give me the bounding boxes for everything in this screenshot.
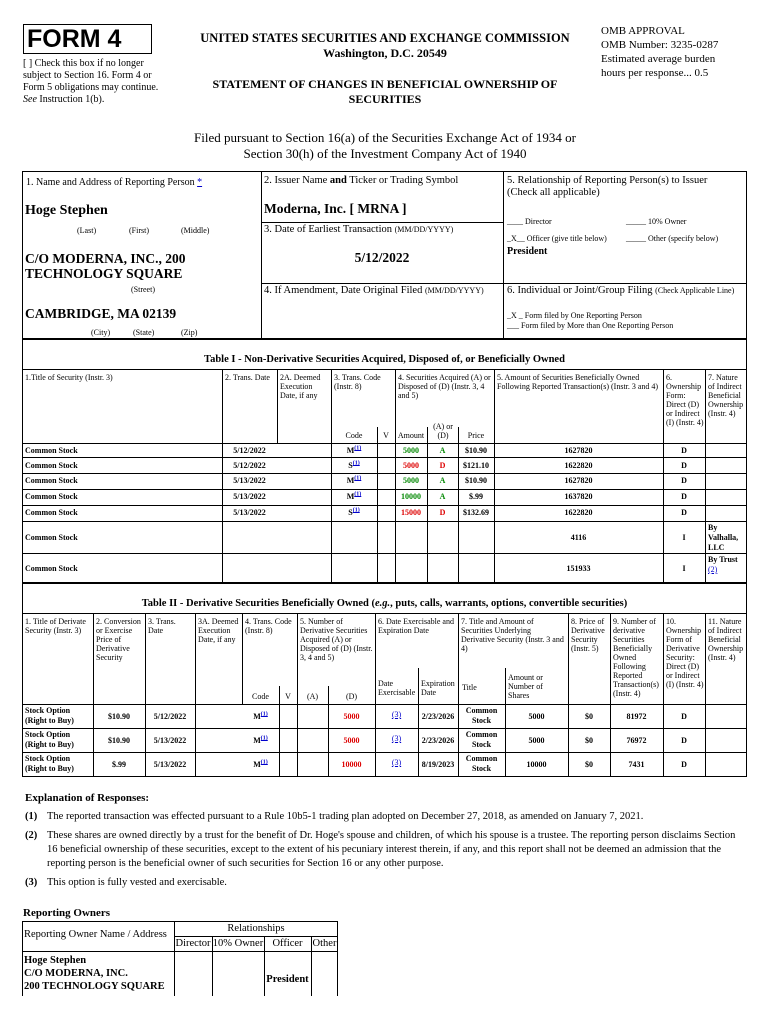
- t2-h10: 10. Ownership Form of Derivative Security: Direct (D) or Indirect (I) (Instr. 4): [666, 617, 704, 689]
- t2-row-exercisable[interactable]: (3): [391, 758, 402, 767]
- t1-row-owned: 1622820: [564, 461, 593, 470]
- t2-row-dprice: $0: [585, 736, 593, 745]
- t1-row-code: [331, 461, 377, 471]
- code-letter: M: [253, 760, 261, 769]
- city-line: CAMBRIDGE, MA 02139: [25, 306, 177, 321]
- footnote-link[interactable]: (1): [354, 491, 362, 498]
- code-letter: M: [253, 712, 261, 721]
- t2-row-d: 5000: [343, 712, 360, 721]
- t1-row-amount: 10000: [401, 492, 421, 501]
- state-label: (State): [133, 328, 155, 337]
- t1-row-price: $.99: [469, 492, 483, 501]
- t1-price: Price: [467, 431, 485, 440]
- t1-row-form: D: [681, 492, 687, 501]
- box4-label: 4. If Amendment, Date Original Filed (MM/DD/YYYY): [264, 285, 484, 296]
- t1-h7: 7. Nature of Indirect Beneficial Ownership (Instr. 4): [708, 373, 744, 418]
- t1-row-price: $10.90: [465, 476, 487, 485]
- no-longer-subject-note: [23, 58, 173, 106]
- box6-label: 6. Individual or Joint/Group Filing (Check Applicable Line): [507, 285, 735, 296]
- explanation-number: (2): [25, 830, 38, 841]
- owner-name-address: Hoge Stephen C/O MODERNA, INC. 200 TECHNOLOGY SQUARE: [24, 955, 165, 992]
- t2-row-code: [242, 736, 279, 746]
- t1-h3: 3. Trans. Code (Instr. 8): [334, 373, 381, 391]
- check-text: [ ] Check this box if no longer subject to Section 16. Form 4 or Form 5 obligations may continue.: [23, 58, 159, 93]
- t2-row-exercisable[interactable]: (3): [391, 734, 402, 743]
- t1-row-date: 5/13/2022: [233, 508, 266, 517]
- filed-line-2: Section 30(h) of the Investment Company Act of 1940: [243, 146, 527, 161]
- explanation-text: These shares are owned directly by a trust for the benefit of Dr. Hoge's spouse and children, of which his spouse is a trustee. The reporting person disclaims Section 16 beneficial ownership of these securities, except to the extent of his pecuniary interest therein, if any, and this report shall not be deemed an admission that the reporting person is the beneficial owner of such securities for Section 16 or any other purpose.: [47, 830, 736, 869]
- omb-title: OMB APPROVAL: [601, 25, 685, 37]
- t1-row-ad: D: [439, 508, 446, 517]
- t1-row-ad: D: [439, 461, 446, 470]
- t1-row-price: $121.10: [463, 461, 489, 470]
- omb-burden: Estimated average burden: [601, 53, 716, 65]
- t1-row-code: [331, 446, 377, 456]
- t2-d: (D): [345, 692, 358, 701]
- t1-row-owned: 1627820: [564, 446, 593, 455]
- table2-title: Table II - Derivative Securities Beneficially Owned (e.g., puts, calls, warrants, options, convertible securities): [141, 598, 628, 609]
- box1-label: 1. Name and Address of Reporting Person *: [26, 177, 203, 188]
- t2-row-form: D: [681, 736, 687, 745]
- t1-row-owned: 1627820: [564, 476, 593, 485]
- t1-row-ad: A: [439, 492, 446, 501]
- code-letter: M: [253, 736, 261, 745]
- t1-row-form: I: [682, 563, 686, 573]
- box3-label: 3. Date of Earliest Transaction (MM/DD/YYYY): [264, 224, 454, 235]
- t1-h2a: 2A. Deemed Execution Date, if any: [280, 373, 321, 400]
- code-letter: S: [348, 508, 353, 517]
- t2-h4: 4. Trans. Code (Instr. 8): [245, 617, 292, 635]
- code-letter: M: [346, 492, 355, 501]
- omb-number: OMB Number: 3235-0287: [601, 39, 719, 51]
- t2-row-title: Stock Option (Right to Buy): [25, 730, 74, 749]
- footnote-link[interactable]: (1): [260, 759, 268, 766]
- t1-h6: 6. Ownership Form: Direct (D) or Indirect (I) (Instr. 4): [666, 373, 704, 427]
- t1-h1: 1.Title of Security (Instr. 3): [25, 373, 113, 382]
- agency-name: UNITED STATES SECURITIES AND EXCHANGE COMMISSION: [200, 31, 570, 45]
- agency-city: Washington, D.C. 20549: [323, 46, 447, 60]
- box2-label: 2. Issuer Name and Ticker or Trading Symbol: [264, 175, 459, 186]
- officer-option: _X__ Officer (give title below): [507, 234, 607, 243]
- t1-row-form: D: [681, 446, 687, 455]
- footnote-link[interactable]: (1): [352, 507, 360, 514]
- t2-row-price: $10.90: [108, 736, 130, 745]
- t1-h2: 2. Trans. Date: [225, 373, 270, 382]
- more-persons-option: ___ Form filed by More than One Reporting Person: [507, 321, 674, 330]
- owners-heading: Reporting Owners: [23, 907, 111, 919]
- t2-row-exp: 2/23/2026: [421, 736, 455, 745]
- zip-label: (Zip): [181, 328, 198, 337]
- t2-row-d: 5000: [343, 736, 360, 745]
- code-letter: M: [346, 446, 355, 455]
- form-title: FORM 4: [27, 25, 122, 53]
- footnote-link[interactable]: (1): [260, 711, 268, 718]
- t1-row-ad: A: [439, 476, 446, 485]
- t2-row-price: $.99: [112, 760, 126, 769]
- t2-h11: 11. Nature of Indirect Beneficial Ownership (Instr. 4): [708, 617, 744, 662]
- t2-row-owned: 81972: [626, 712, 647, 721]
- t1-row-date: 5/12/2022: [233, 446, 266, 455]
- explanation-number: (1): [25, 811, 38, 822]
- t2-row-owned: 7431: [628, 760, 645, 769]
- t1-row-nature: [708, 555, 746, 575]
- t2-row-dprice: $0: [585, 760, 593, 769]
- t2-title: Title: [462, 683, 477, 692]
- explanation-text: The reported transaction was effected pursuant to a Rule 10b5-1 trading plan adopted on December 27, 2018, as amended on January 7, 2021.: [47, 811, 644, 822]
- ten-pct-option: _____ 10% Owner: [626, 217, 687, 226]
- code-letter: M: [346, 476, 355, 485]
- city-label: (City): [91, 328, 111, 337]
- t1-row-ad: A: [439, 446, 446, 455]
- statement-title: STATEMENT OF CHANGES IN BENEFICIAL OWNERSHIP OF SECURITIES: [212, 77, 558, 106]
- t2-amt: Amount or Number of Shares: [508, 673, 543, 700]
- officer-col: Officer: [272, 938, 303, 949]
- ten-owner-col: 10% Owner: [212, 938, 264, 949]
- t2-h3a: 3A. Deemed Execution Date, if any: [198, 617, 239, 644]
- first-label: (First): [129, 226, 149, 235]
- t2-row-code: [242, 760, 279, 770]
- t1-row-title: Common Stock: [25, 476, 78, 485]
- last-label: (Last): [77, 226, 97, 235]
- t1-row-date: 5/13/2022: [233, 492, 266, 501]
- t2-h2: 2. Conversion or Exercise Price of Derivative Security: [96, 617, 141, 662]
- t1-row-amount: 5000: [403, 446, 419, 455]
- explanation-text: This option is fully vested and exercisable.: [47, 877, 227, 888]
- t2-h9: 9. Number of derivative Securities Beneficially Owned Following Reported Transaction(s) (Instr. 4): [613, 617, 659, 698]
- t2-h8: 8. Price of Derivative Security (Instr. 5): [571, 617, 605, 653]
- t1-row-title: Common Stock: [25, 532, 78, 542]
- t2-row-date: 5/13/2022: [153, 760, 187, 769]
- t2-h3: 3. Trans. Date: [148, 617, 176, 635]
- footnote-link[interactable]: (1): [352, 460, 360, 467]
- filed-pursuant: [100, 130, 670, 162]
- t2-h5: 5. Number of Derivative Securities Acquired (A) or Disposed of (D) (Instr. 3, 4 and 5): [300, 617, 373, 662]
- t1-row-date: 5/13/2022: [233, 476, 266, 485]
- reporting-person-name: Hoge Stephen: [25, 203, 108, 218]
- t1-row-code: [331, 508, 377, 518]
- table1-title: Table I - Non-Derivative Securities Acquired, Disposed of, or Beneficially Owned: [204, 354, 565, 365]
- code-letter: S: [348, 461, 353, 470]
- t1-row-title: Common Stock: [25, 563, 78, 573]
- t1-row-price: $132.69: [463, 508, 489, 517]
- t2-row-form: D: [681, 760, 687, 769]
- t2-h1: 1. Title of Derivate Security (Instr. 3): [25, 617, 86, 635]
- t1-h5: 5. Amount of Securities Beneficially Owned Following Reported Transaction(s) (Instr. 3 and 4): [497, 373, 659, 391]
- t1-row-owned: 1637820: [564, 492, 593, 501]
- omb-hours: hours per response... 0.5: [601, 67, 709, 79]
- see-text: See: [23, 94, 37, 105]
- t2-row-amt: 5000: [528, 712, 545, 721]
- t2-a: (A): [306, 692, 319, 701]
- t2-row-amt: 5000: [528, 736, 545, 745]
- t2-h7: 7. Title and Amount of Securities Underlying Derivative Security (Instr. 3 and 4): [461, 617, 564, 653]
- t1-row-owned: 4116: [570, 532, 587, 542]
- t1-row-title: Common Stock: [25, 446, 78, 455]
- earliest-transaction-date: 5/12/2022: [354, 250, 410, 265]
- t2-row-exp: 8/19/2023: [421, 760, 455, 769]
- nature-text: By Trust: [708, 555, 738, 564]
- t1-row-date: 5/12/2022: [233, 461, 266, 470]
- other-col: Other: [312, 938, 337, 949]
- issuer-name: Moderna, Inc. [ MRNA ]: [264, 201, 407, 216]
- t2-row-amt: 10000: [526, 760, 547, 769]
- t1-v: V: [383, 431, 389, 440]
- street-address: C/O MODERNA, INC., 200 TECHNOLOGY SQUARE: [25, 251, 186, 281]
- t1-row-title: Common Stock: [25, 492, 78, 501]
- t1-row-form: I: [682, 532, 686, 542]
- t2-h6: 6. Date Exercisable and Expiration Date: [378, 617, 454, 635]
- t2-row-utitle: Common Stock: [465, 754, 498, 773]
- director-option: ____ Director: [507, 217, 552, 226]
- t1-amount: Amount: [397, 431, 425, 440]
- t2-row-exercisable[interactable]: (3): [391, 710, 402, 719]
- omb-approval: [601, 24, 751, 80]
- t2-row-form: D: [681, 712, 687, 721]
- t1-row-nature: [708, 523, 746, 553]
- t1-row-form: D: [681, 508, 687, 517]
- t1-row-owned: 1622820: [564, 508, 593, 517]
- t2-row-code: [242, 712, 279, 722]
- t2-row-exp: 2/23/2026: [421, 712, 455, 721]
- owner-officer-value: President: [266, 974, 309, 985]
- t2-date-ex: Date Exercisable: [378, 679, 416, 697]
- relationships-col: Relationships: [227, 923, 285, 934]
- other-option: _____ Other (specify below): [626, 234, 719, 243]
- footnote-star-link[interactable]: *: [197, 177, 203, 188]
- explanation-number: (3): [25, 877, 38, 888]
- footnote-link[interactable]: (2): [708, 565, 718, 574]
- instruction-text: Instruction 1(b).: [39, 94, 105, 105]
- filed-line-1: Filed pursuant to Section 16(a) of the Securities Exchange Act of 1934 or: [194, 130, 576, 145]
- t2-row-price: $10.90: [108, 712, 130, 721]
- t2-code: Code: [252, 692, 269, 701]
- street-label: (Street): [131, 285, 155, 294]
- t1-row-form: D: [681, 461, 687, 470]
- t2-row-d: 10000: [341, 760, 362, 769]
- t2-v: V: [285, 692, 291, 701]
- t1-row-amount: 5000: [403, 476, 419, 485]
- t1-row-owned: 151933: [566, 563, 591, 573]
- officer-title: President: [507, 246, 548, 257]
- t1-row-amount: 15000: [401, 508, 421, 517]
- t1-row-form: D: [681, 476, 687, 485]
- t2-exp: Expiration Date: [421, 679, 455, 697]
- t2-row-utitle: Common Stock: [465, 730, 498, 749]
- owner-name-col: Reporting Owner Name / Address: [24, 929, 167, 940]
- t2-row-owned: 76972: [626, 736, 647, 745]
- footnote-link[interactable]: (1): [260, 735, 268, 742]
- footnote-link[interactable]: (1): [354, 445, 362, 452]
- t1-row-code: [331, 476, 377, 486]
- one-person-option: _X _ Form filed by One Reporting Person: [507, 311, 642, 320]
- t1-row-price: $10.90: [465, 446, 487, 455]
- t2-row-date: 5/12/2022: [153, 712, 187, 721]
- nature-text: By Valhalla, LLC: [708, 523, 739, 552]
- t1-row-code: [331, 492, 377, 502]
- director-col: Director: [175, 938, 211, 949]
- t2-row-utitle: Common Stock: [465, 706, 498, 725]
- t2-row-title: Stock Option (Right to Buy): [25, 754, 74, 773]
- t2-row-date: 5/13/2022: [153, 736, 187, 745]
- box5-label: 5. Relationship of Reporting Person(s) to Issuer (Check all applicable): [507, 175, 708, 198]
- t1-aord: (A) or (D): [433, 422, 453, 440]
- t1-code: Code: [345, 431, 363, 440]
- explanation-heading: Explanation of Responses:: [25, 792, 150, 804]
- t2-row-dprice: $0: [585, 712, 593, 721]
- t1-row-title: Common Stock: [25, 508, 78, 517]
- t2-row-title: Stock Option (Right to Buy): [25, 706, 74, 725]
- footnote-link[interactable]: (1): [354, 475, 362, 482]
- middle-label: (Middle): [181, 226, 210, 235]
- t1-row-title: Common Stock: [25, 461, 78, 470]
- t1-h4: 4. Securities Acquired (A) or Disposed of (D) (Instr. 3, 4 and 5): [398, 373, 491, 400]
- t1-row-amount: 5000: [403, 461, 419, 470]
